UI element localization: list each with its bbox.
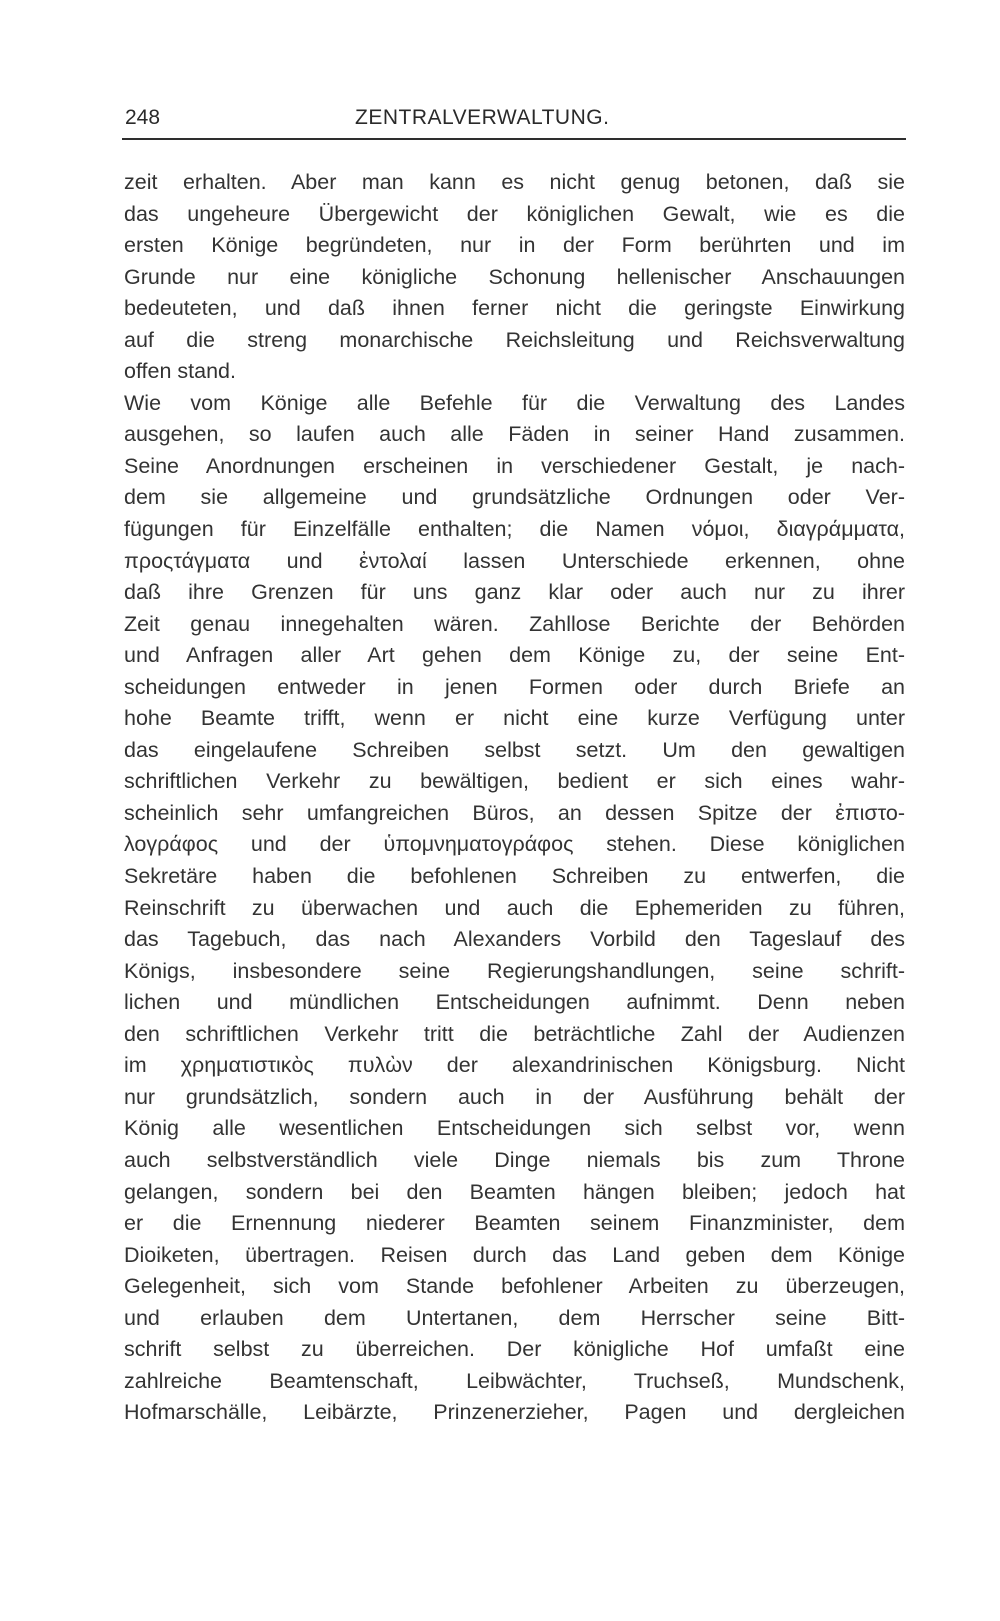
text-line: Wie vom Könige alle Befehle für die Verwaltung des Landes [124,390,905,415]
text-line: das ungeheure Übergewicht der königlichen Gewalt, wie es die [124,201,905,226]
header-rule [122,138,906,140]
text-line: auf die streng monarchische Reichsleitung und Reichsverwaltung [124,327,905,352]
text-line: Gelegenheit, sich vom Stande befohlener Arbeiten zu überzeugen, [124,1274,905,1299]
text-line: zahlreiche Beamtenschaft, Leibwächter, Truchseß, Mundschenk, [124,1368,905,1393]
page-header [125,106,905,138]
body-text [124,167,905,1429]
text-line: dem sie allgemeine und grundsätzliche Ordnungen oder Ver- [124,485,905,510]
text-line: hohe Beamte trifft, wenn er nicht eine kurze Verfügung unter [124,706,905,731]
text-line: λογράφος und der ὑπομνηματογράφος stehen. Diese königlichen [124,832,905,857]
text-line: und erlauben dem Untertanen, dem Herrscher seine Bitt- [124,1305,905,1330]
text-line: er die Ernennung niederer Beamten seinem Finanzminister, dem [124,1211,905,1236]
running-title: ZENTRALVERWALTUNG. [355,106,610,129]
text-line: den schriftlichen Verkehr tritt die beträchtliche Zahl der Audienzen [124,1021,905,1046]
text-line: im χρηματιστικὸς πυλὼν der alexandrinischen Königsburg. Nicht [124,1053,905,1078]
text-line: ersten Könige begründeten, nur in der Form berührten und im [124,233,905,258]
text-line: schriftlichen Verkehr zu bewältigen, bedient er sich eines wahr- [124,769,905,794]
text-line: nur grundsätzlich, sondern auch in der Ausführung behält der [124,1084,905,1109]
text-line: scheinlich sehr umfangreichen Büros, an dessen Spitze der ἐπιστο- [124,800,905,825]
text-line: lichen und mündlichen Entscheidungen aufnimmt. Denn neben [124,990,905,1015]
text-line: offen stand. [124,359,236,384]
text-line: auch selbstverständlich viele Dinge niemals bis zum Throne [124,1147,905,1172]
text-line: Zeit genau innegehalten wären. Zahllose Berichte der Behörden [124,611,905,636]
text-line: Sekretäre haben die befohlenen Schreiben zu entwerfen, die [124,864,905,889]
text-line: Grunde nur eine königliche Schonung hellenischer Anschauungen [124,264,905,289]
text-line: gelangen, sondern bei den Beamten hängen bleiben; jedoch hat [124,1179,905,1204]
text-line: König alle wesentlichen Entscheidungen sich selbst vor, wenn [124,1116,905,1141]
text-line: Königs, insbesondere seine Regierungshandlungen, seine schrift- [124,958,905,983]
text-line: daß ihre Grenzen für uns ganz klar oder auch nur zu ihrer [124,580,905,605]
text-line: προςτάγματα und ἐντολαί lassen Unterschiede erkennen, ohne [124,548,905,573]
text-line: Seine Anordnungen erscheinen in verschiedener Gestalt, je nach- [124,453,905,478]
text-line: schrift selbst zu überreichen. Der königliche Hof umfaßt eine [124,1337,905,1362]
text-line: und Anfragen aller Art gehen dem Könige zu, der seine Ent- [124,643,905,668]
text-line: Dioiketen, übertragen. Reisen durch das Land geben dem Könige [124,1242,905,1267]
text-line: Reinschrift zu überwachen und auch die Ephemeriden zu führen, [124,895,905,920]
text-line: bedeuteten, und daß ihnen ferner nicht die geringste Einwirkung [124,296,905,321]
text-line: ausgehen, so laufen auch alle Fäden in seiner Hand zusammen. [124,422,905,447]
text-line: scheidungen entweder in jenen Formen oder durch Briefe an [124,674,905,699]
page-number: 248 [125,106,161,129]
text-line: das eingelaufene Schreiben selbst setzt. Um den gewaltigen [124,737,905,762]
text-line: Hofmarschälle, Leibärzte, Prinzenerzieher, Pagen und dergleichen [124,1400,905,1425]
text-line: das Tagebuch, das nach Alexanders Vorbild den Tageslauf des [124,927,905,952]
text-line: fügungen für Einzelfälle enthalten; die Namen νόμοι, διαγράμματα, [124,517,905,542]
text-line: zeit erhalten. Aber man kann es nicht genug betonen, daß sie [124,170,905,194]
